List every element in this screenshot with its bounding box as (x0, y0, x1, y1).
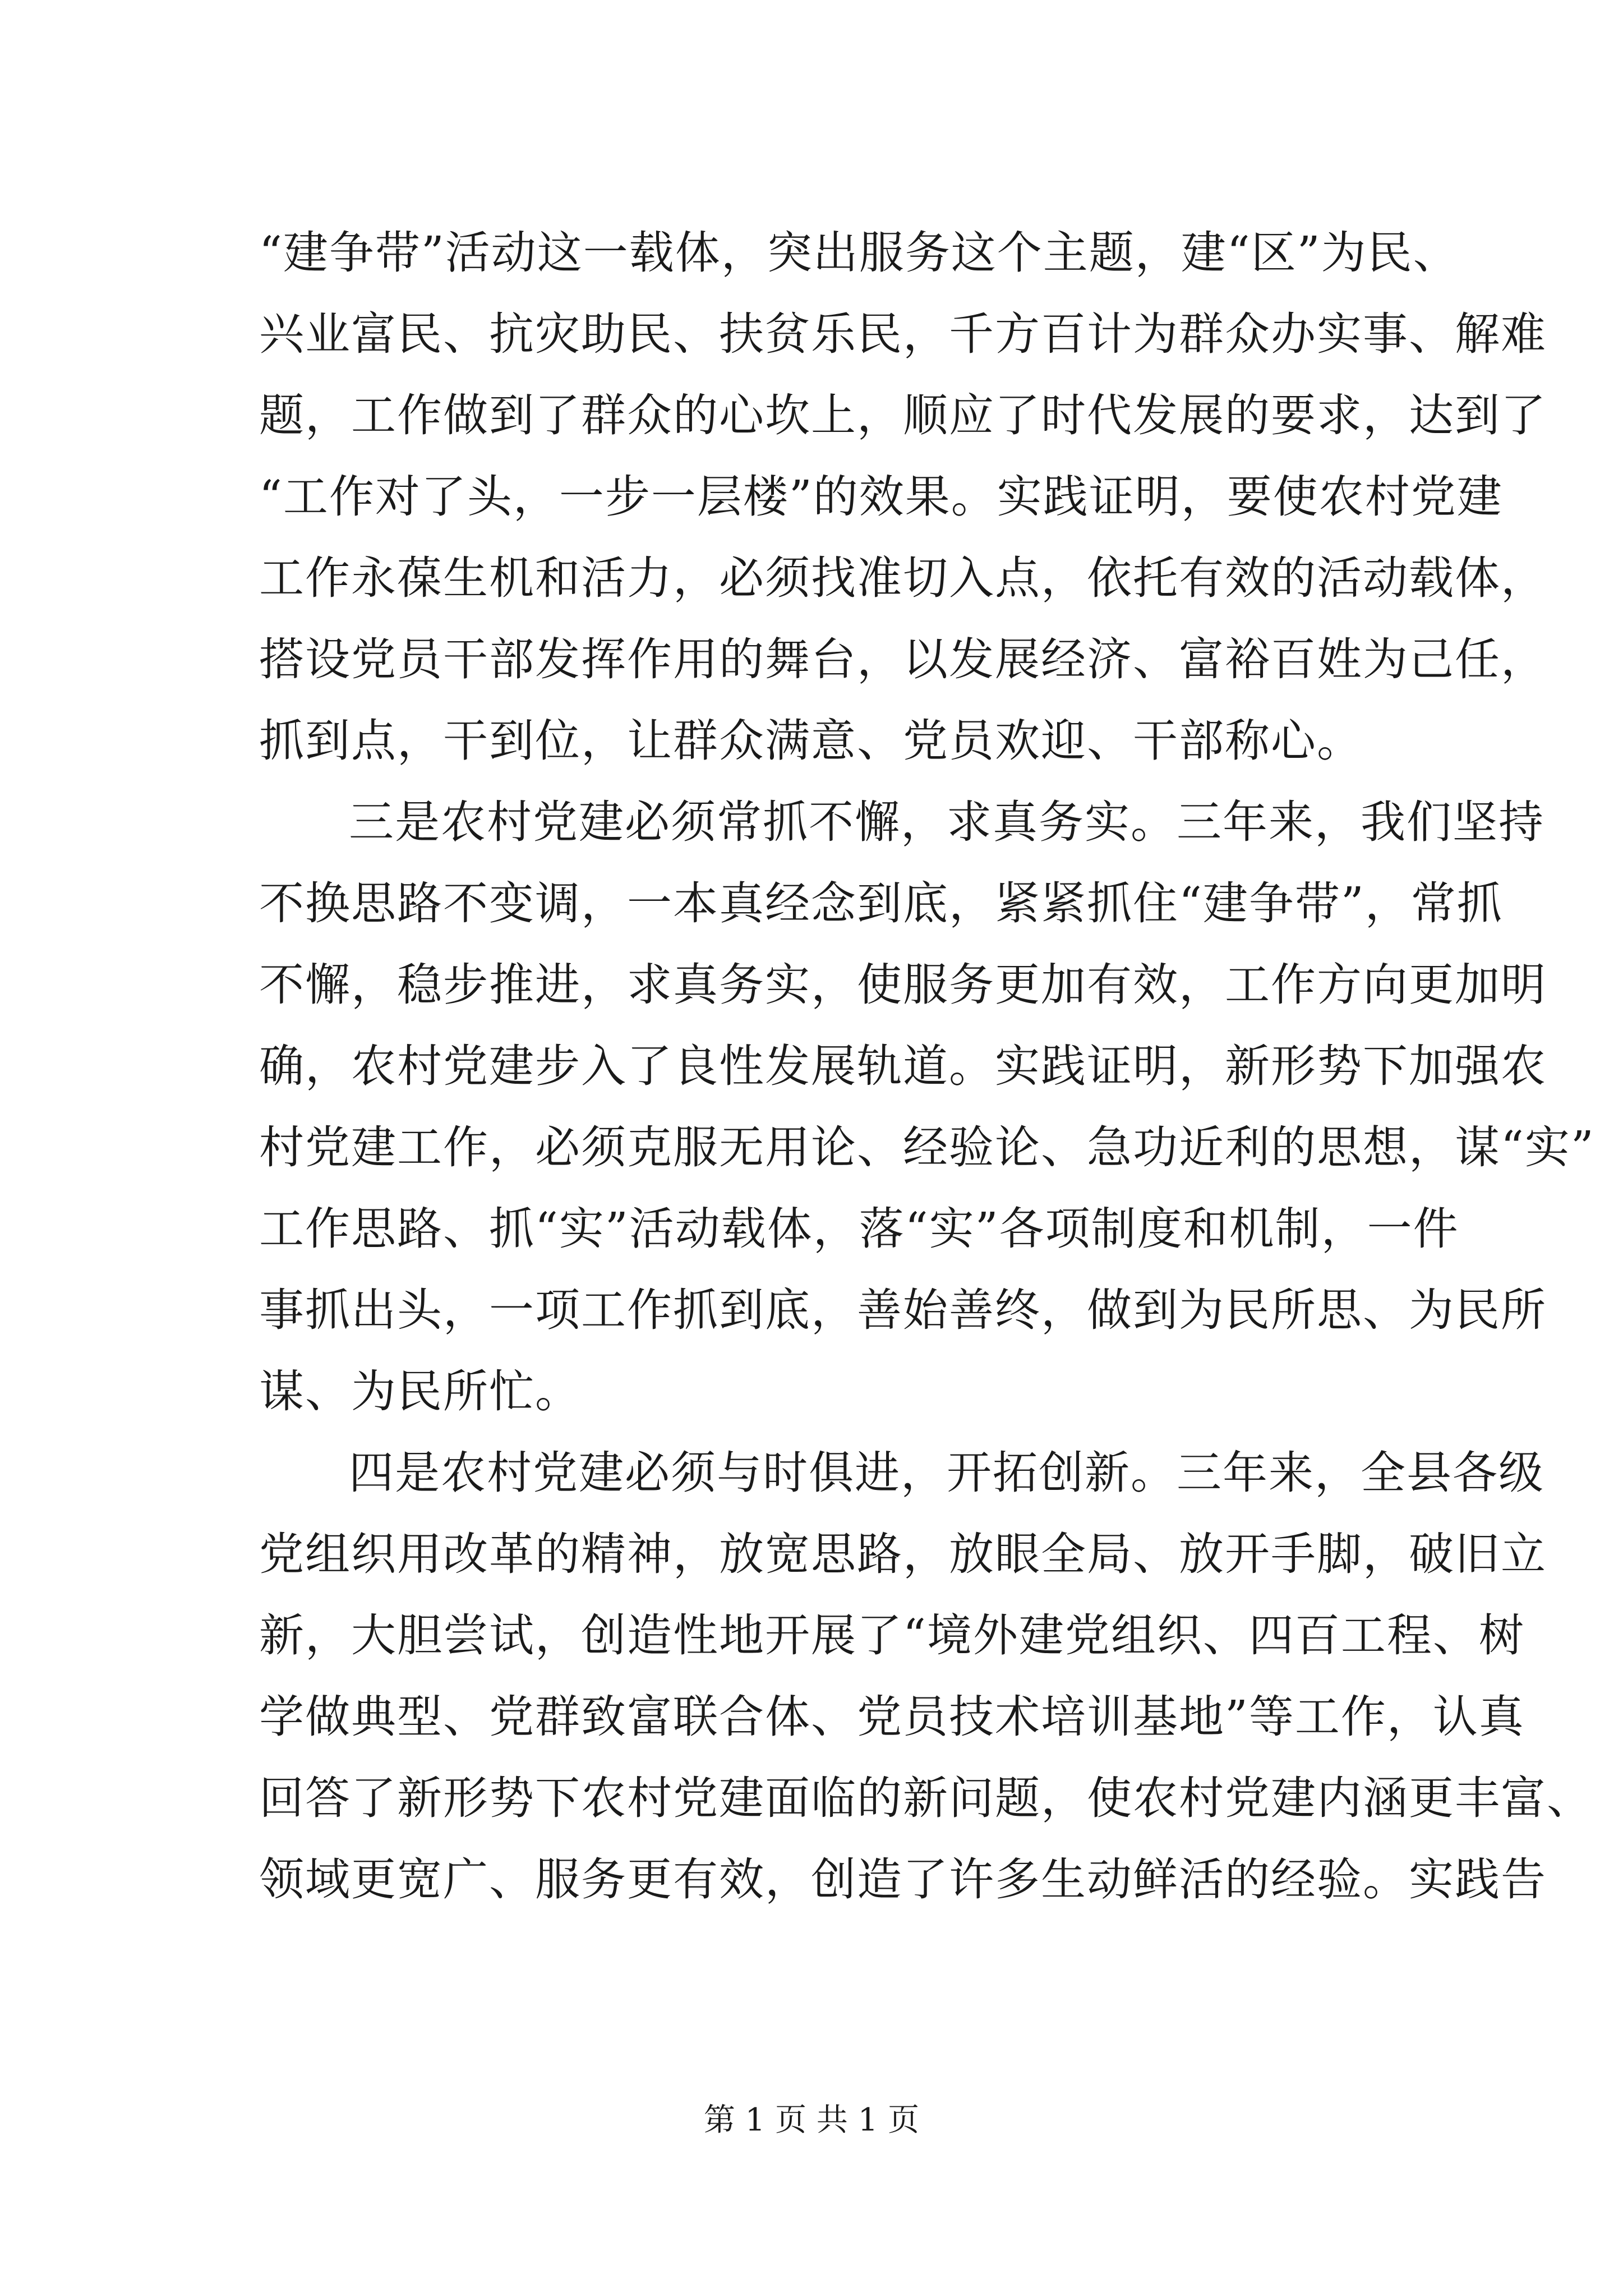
text-line: 领域更宽广、服务更有效，创造了许多生动鲜活的经验。实践告 (259, 1853, 1547, 1906)
text-line: “工作对了头，一步一层楼”的效果。实践证明，要使农村党建 (259, 471, 1503, 523)
text-line: 谋、为民所忙。 (259, 1365, 581, 1418)
page-number-label: 第 1 页 共 1 页 (703, 2102, 920, 2138)
text-line: 工作永葆生机和活力，必须找准切入点，依托有效的活动载体， (259, 552, 1547, 604)
text-line: 学做典型、党群致富联合体、党员技术培训基地”等工作，认真 (259, 1691, 1525, 1743)
text-line: 村党建工作，必须克服无用论、经验论、急功近利的思想，谋“实” (259, 1121, 1595, 1174)
text-line: 党组织用改革的精神，放宽思路，放眼全局、放开手脚，破旧立 (259, 1528, 1547, 1580)
text-line: 新，大胆尝试，创造性地开展了“境外建党组织、四百工程、树 (259, 1609, 1525, 1662)
body-text (259, 212, 1595, 1920)
text-line: 抓到点，干到位，让群众满意、党员欢迎、干部称心。 (259, 715, 1363, 767)
text-line: 题，工作做到了群众的心坎上，顺应了时代发展的要求，达到了 (259, 389, 1547, 441)
text-line: 工作思路、抓“实”活动载体，落“实”各项制度和机制，一件 (259, 1203, 1459, 1255)
text-line: 四是农村党建必须与时俱进，开拓创新。三年来，全县各级 (349, 1447, 1544, 1499)
text-line: 兴业富民、抗灾助民、扶贫乐民，千方百计为群众办实事、解难 (259, 308, 1547, 360)
text-line: 不懈，稳步推进，求真务实，使服务更加有效，工作方向更加明 (259, 959, 1547, 1011)
text-line: 回答了新形势下农村党建面临的新问题，使农村党建内涵更丰富、 (259, 1772, 1593, 1824)
text-line: 不换思路不变调，一本真经念到底，紧紧抓住“建争带”，常抓 (259, 877, 1503, 930)
text-line: 确，农村党建步入了良性发展轨道。实践证明，新形势下加强农 (259, 1040, 1547, 1092)
page-footer (0, 2098, 1623, 2143)
text-line: 搭设党员干部发挥作用的舞台，以发展经济、富裕百姓为己任， (259, 633, 1547, 685)
text-line: 事抓出头，一项工作抓到底，善始善终，做到为民所思、为民所 (259, 1284, 1547, 1336)
text-line: 三是农村党建必须常抓不懈，求真务实。三年来，我们坚持 (349, 796, 1544, 848)
text-line: “建争带”活动这一载体，突出服务这个主题，建“区”为民、 (259, 227, 1459, 279)
